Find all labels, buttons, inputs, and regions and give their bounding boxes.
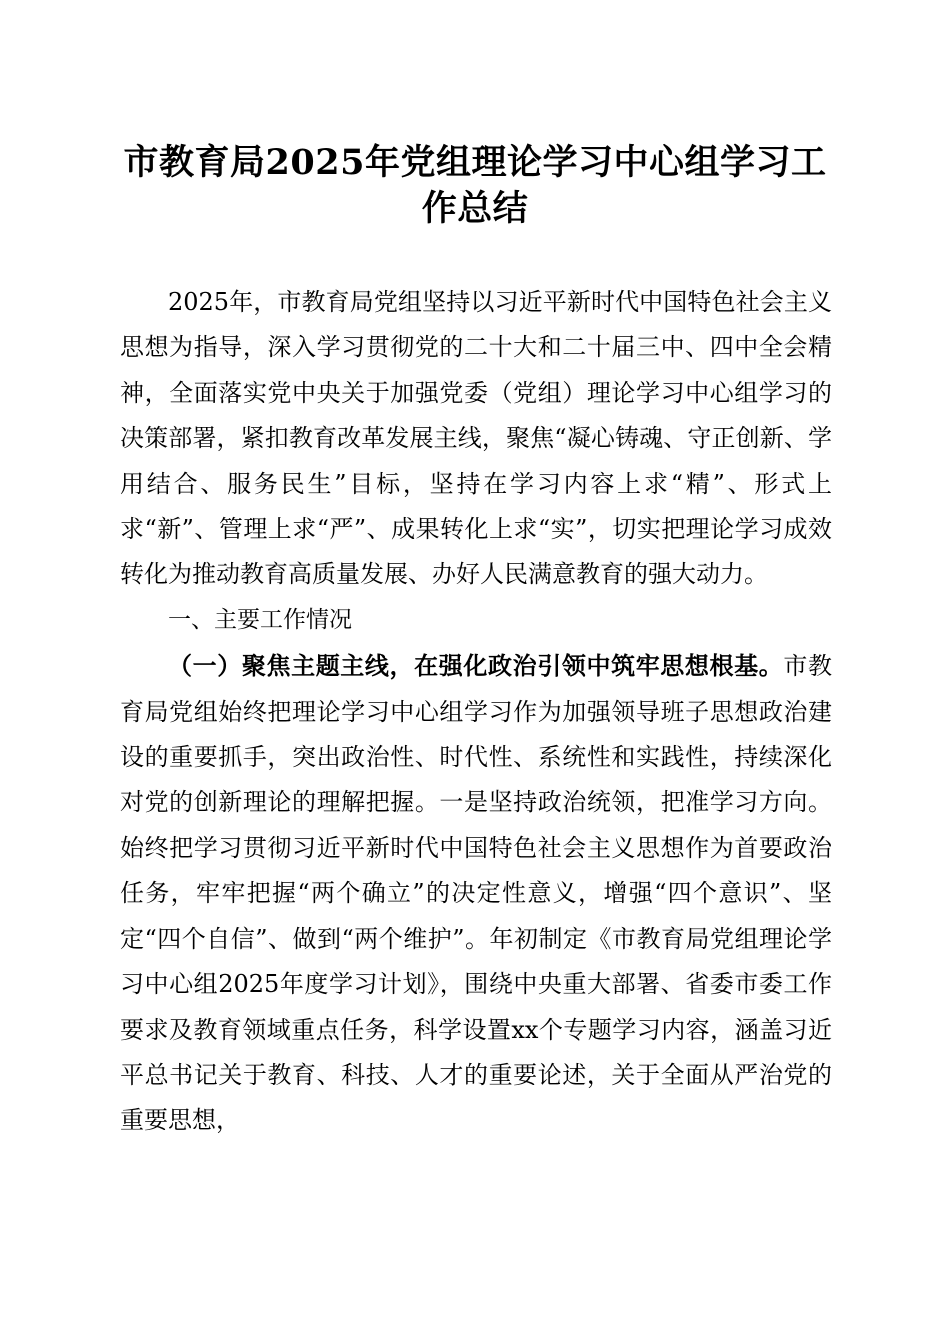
section-heading: 一、主要工作情况 (168, 606, 352, 633)
subsection-body: 市教育局党组始终把理论学习中心组学习作为加强领导班子思想政治建设的重要抓手，突出政治性、时代性、系统性和实践性，持续深化对党的创新理论的理解把握。一是坚持政治统领，把准学习方向。始终把学习贯彻习近平新时代中国特色社会主义思想作为首要政治任务，牢牢把握“两个确立”的决定性意义，增强“四个意识”、坚定“四个自信”、做到“两个维护”。年初制定《市教育局党组理论学习中心组2025年度学习计划》，围绕中央重大部署、省委市委工作要求及教育领域重点任务，科学设置xx个专题学习内容，涵盖习近平总书记关于教育、科技、人才的重要论述，关于全面从严治党的重要思想， (120, 652, 833, 1135)
document-body (120, 280, 832, 1144)
document-title: 市教育局2025年党组理论学习中心组学习工作总结 (123, 142, 827, 229)
subsection-paragraph (120, 643, 832, 1143)
subsection-heading: （一）聚焦主题主线，在强化政治引领中筑牢思想根基。 (168, 651, 784, 681)
intro-paragraph: 2025年，市教育局党组坚持以习近平新时代中国特色社会主义思想为指导，深入学习贯彻党的二十大和二十届三中、四中全会精神，全面落实党中央关于加强党委（党组）理论学习中心组学习的决策部署，紧扣教育改革发展主线，聚焦“凝心铸魂、守正创新、学用结合、服务民生”目标，坚持在学习内容上求“精”、形式上求“新”、管理上求“严”、成果转化上求“实”，切实把理论学习成效转化为推动教育高质量发展、办好人民满意教育的强大动力。 (120, 288, 832, 589)
